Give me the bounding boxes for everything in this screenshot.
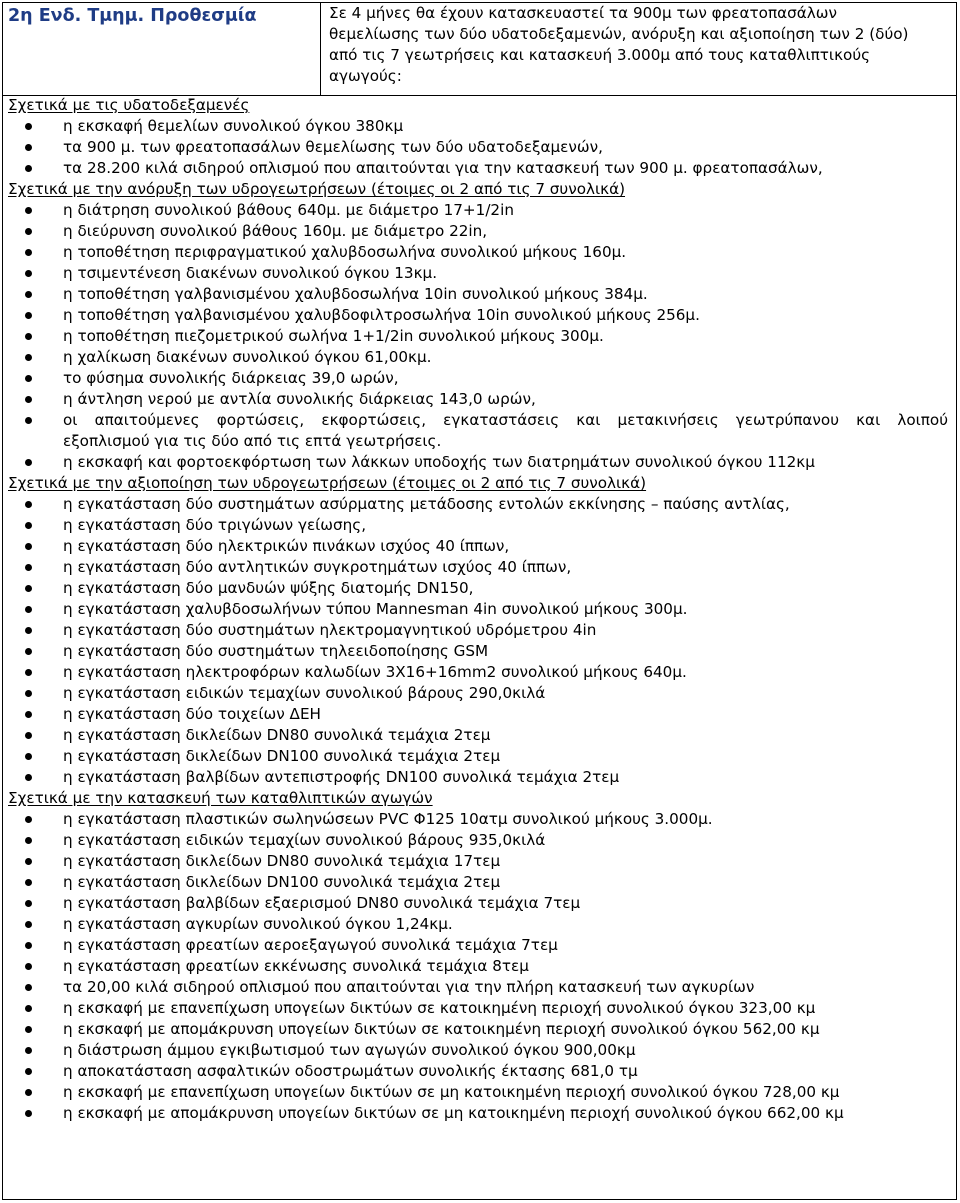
work-items-list (8, 95, 953, 1124)
list-item-text: η εγκατάσταση ηλεκτροφόρων καλωδίων 3Χ16+16mm2 συνολικού μήκους 640μ. (63, 663, 687, 681)
list-item-text: η εγκατάσταση δύο συστημάτων τηλεειδοποίησης GSM (63, 642, 489, 660)
list-item (8, 935, 953, 956)
list-item (8, 767, 953, 788)
bullet-icon (25, 900, 32, 907)
list-item (8, 389, 953, 410)
bullet-icon (25, 732, 32, 739)
list-item (8, 704, 953, 725)
list-item-text: η εκσκαφή με απομάκρυνση υπογείων δικτύων σε μη κατοικημένη περιοχή συνολικού όγκου 662,00 κμ (63, 1104, 844, 1122)
list-item (8, 998, 953, 1019)
list-item-text: τα 28.200 κιλά σιδηρού οπλισμού που απαιτούνται για την κατασκευή των 900 μ. φρεατοπασάλων, (63, 159, 823, 177)
list-item (8, 578, 953, 599)
list-item-text: η εγκατάσταση δύο τοιχείων ΔΕΗ (63, 705, 321, 723)
section-heading (8, 95, 953, 116)
bullet-icon (25, 165, 32, 172)
section-heading-text: Σχετικά με τις υδατοδεξαμενές (8, 96, 250, 114)
list-item-text: η διάστρωση άμμου εγκιβωτισμού των αγωγών συνολικού όγκου 900,00κμ (63, 1041, 636, 1059)
list-item-text: τα 900 μ. των φρεατοπασάλων θεμελίωσης των δύο υδατοδεξαμενών, (63, 138, 603, 156)
list-item-text: η εκσκαφή με επανεπίχωση υπογείων δικτύων σε μη κατοικημένη περιοχή συνολικού όγκου 728,00 κμ (63, 1083, 840, 1101)
list-item (8, 200, 953, 221)
bullet-icon (25, 207, 32, 214)
section-heading (8, 788, 953, 809)
list-item (8, 851, 953, 872)
list-item-text: τα 20,00 κιλά σιδηρού οπλισμού που απαιτούνται για την πλήρη κατασκευή των αγκυρίων (63, 978, 755, 996)
bullet-icon (25, 585, 32, 592)
list-item (8, 515, 953, 536)
list-item (8, 557, 953, 578)
bullet-icon (25, 123, 32, 130)
bullet-icon (25, 543, 32, 550)
list-item-text: η εγκατάσταση δικλείδων DN80 συνολικά τεμάχια 2τεμ (63, 726, 491, 744)
list-item (8, 1061, 953, 1082)
list-item (8, 326, 953, 347)
bullet-icon (25, 144, 32, 151)
deadline-description-line: θεμελίωσης των δύο υδατοδεξαμενών, ανόρυξη και αξιοποίηση των 2 (δύο) (329, 25, 909, 43)
bullet-icon (25, 669, 32, 676)
bullet-icon (25, 249, 32, 256)
bullet-icon (25, 1026, 32, 1033)
list-item (8, 137, 953, 158)
list-item-text: η τοποθέτηση περιφραγματικού χαλυβδοσωλήνα συνολικού μήκους 160μ. (63, 243, 627, 261)
list-item-text: η εγκατάσταση δικλείδων DN100 συνολικά τεμάχια 2τεμ (63, 873, 501, 891)
list-item-text: η εγκατάσταση δύο συστημάτων ηλεκτρομαγνητικού υδρόμετρου 4in (63, 621, 597, 639)
list-item-text: η εγκατάσταση δύο αντλητικών συγκροτημάτων ισχύος 40 ίππων, (63, 558, 572, 576)
bullet-icon (25, 501, 32, 508)
list-item-text: η διάτρηση συνολικού βάθους 640μ. με διάμετρο 17+1/2in (63, 201, 514, 219)
bullet-icon (25, 228, 32, 235)
list-item-text: η τοποθέτηση γαλβανισμένου χαλυβδοφιλτροσωλήνα 10in συνολικού μήκους 256μ. (63, 306, 700, 324)
list-item (8, 662, 953, 683)
list-item-text: η εκσκαφή με επανεπίχωση υπογείων δικτύων σε κατοικημένη περιοχή συνολικού όγκου 323,00 κμ (63, 999, 816, 1017)
list-item (8, 452, 953, 473)
list-item-text: εξοπλισμού για τις δύο από τις επτά γεωτρήσεις. (63, 432, 442, 450)
section-heading-text: Σχετικά με την αξιοποίηση των υδρογεωτρήσεων (έτοιμες οι 2 από τις 7 συνολικά) (8, 474, 647, 492)
bullet-icon (25, 942, 32, 949)
section-heading-text: Σχετικά με την κατασκευή των καταθλιπτικών αγωγών (8, 789, 433, 807)
list-item (8, 725, 953, 746)
deadline-description-line: από τις 7 γεωτρήσεις και κατασκευή 3.000μ από τους καταθλιπτικούς (329, 46, 871, 64)
list-item-text: η εγκατάσταση φρεατίων αεροεξαγωγού συνολικά τεμάχια 7τεμ (63, 936, 558, 954)
bullet-icon (25, 396, 32, 403)
list-item (8, 242, 953, 263)
list-item (8, 914, 953, 935)
list-item (8, 494, 953, 515)
list-item (8, 830, 953, 851)
bullet-icon (25, 333, 32, 340)
list-item-text: η τοποθέτηση γαλβανισμένου χαλυβδοσωλήνα 10in συνολικού μήκους 384μ. (63, 285, 648, 303)
list-item (8, 263, 953, 284)
bullet-icon (25, 606, 32, 613)
list-item (8, 536, 953, 557)
list-item-text: η εγκατάσταση δύο μανδυών ψύξης διατομής DN150, (63, 579, 474, 597)
list-item (8, 809, 953, 830)
list-item-text: η εγκατάσταση βαλβίδων εξαερισμού DN80 συνολικά τεμάχια 7τεμ (63, 894, 581, 912)
list-item (8, 410, 953, 431)
section-heading-text: Σχετικά με την ανόρυξη των υδρογεωτρήσεων (έτοιμες οι 2 από τις 7 συνολικά) (8, 180, 626, 198)
deadline-description-line: αγωγούς: (329, 67, 402, 85)
bullet-icon (25, 753, 32, 760)
list-item (8, 620, 953, 641)
bullet-icon (25, 963, 32, 970)
list-item (8, 1103, 953, 1124)
list-item-text: η εκσκαφή θεμελίων συνολικού όγκου 380κμ (63, 117, 404, 135)
list-item-text: η αποκατάσταση ασφαλτικών οδοστρωμάτων συνολικής έκτασης 681,0 τμ (63, 1062, 638, 1080)
bullet-icon (25, 690, 32, 697)
bullet-icon (25, 984, 32, 991)
bullet-icon (25, 354, 32, 361)
list-item (8, 221, 953, 242)
list-item (8, 1082, 953, 1103)
list-item-text: η εκσκαφή και φορτοεκφόρτωση των λάκκων υποδοχής των διατρημάτων συνολικού όγκου 112κμ (63, 453, 815, 471)
bullet-icon (25, 312, 32, 319)
list-item-continuation (8, 431, 953, 452)
list-item-text: η διεύρυνση συνολικού βάθους 160μ. με διάμετρο 22in, (63, 222, 488, 240)
list-item-text: η εγκατάσταση χαλυβδοσωλήνων τύπου Mannesman 4in συνολικού μήκους 300μ. (63, 600, 688, 618)
bullet-icon (25, 837, 32, 844)
bullet-icon (25, 1005, 32, 1012)
list-item-text: η εκσκαφή με απομάκρυνση υπογείων δικτύων σε κατοικημένη περιοχή συνολικού όγκου 562,00 κμ (63, 1020, 820, 1038)
bullet-icon (25, 627, 32, 634)
list-item (8, 158, 953, 179)
list-item (8, 368, 953, 389)
bullet-icon (25, 459, 32, 466)
bullet-icon (25, 858, 32, 865)
list-item-text: η εγκατάσταση δικλείδων DN100 συνολικά τεμάχια 2τεμ (63, 747, 501, 765)
bullet-icon (25, 1110, 32, 1117)
list-item-text: η εγκατάσταση ειδικών τεμαχίων συνολικού βάρους 935,0κιλά (63, 831, 546, 849)
bullet-icon (25, 1047, 32, 1054)
list-item-text: η εγκατάσταση ειδικών τεμαχίων συνολικού βάρους 290,0κιλά (63, 684, 546, 702)
bullet-icon (25, 270, 32, 277)
list-item-text: οι απαιτούμενες φορτώσεις, εκφορτώσεις, εγκαταστάσεις και μετακινήσεις γεωτρύπανου και λοιπού (63, 411, 948, 429)
list-item (8, 116, 953, 137)
section-heading (8, 473, 953, 494)
bullet-icon (25, 564, 32, 571)
list-item-text: η εγκατάσταση βαλβίδων αντεπιστροφής DN100 συνολικά τεμάχια 2τεμ (63, 768, 620, 786)
deadline-header (2, 2, 957, 96)
list-item (8, 1040, 953, 1061)
bullet-icon (25, 417, 32, 424)
list-item-text: η εγκατάσταση φρεατίων εκκένωσης συνολικά τεμάχια 8τεμ (63, 957, 529, 975)
deadline-description-line: Σε 4 μήνες θα έχουν κατασκευαστεί τα 900μ των φρεατοπασάλων (329, 4, 837, 22)
bullet-icon (25, 816, 32, 823)
list-item (8, 284, 953, 305)
bullet-icon (25, 1068, 32, 1075)
list-item-text: η εγκατάσταση δικλείδων DN80 συνολικά τεμάχια 17τεμ (63, 852, 501, 870)
deadline-label: 2η Ενδ. Τμημ. Προθεσμία (2, 2, 321, 95)
list-item (8, 956, 953, 977)
bullet-icon (25, 879, 32, 886)
list-item (8, 1019, 953, 1040)
list-item (8, 746, 953, 767)
list-item-text: το φύσημα συνολικής διάρκειας 39,0 ωρών, (63, 369, 399, 387)
bullet-icon (25, 1089, 32, 1096)
section-heading (8, 179, 953, 200)
bullet-icon (25, 774, 32, 781)
list-item-text: η εγκατάσταση δύο συστημάτων ασύρματης μετάδοσης εντολών εκκίνησης – παύσης αντλίας, (63, 495, 790, 513)
list-item (8, 893, 953, 914)
bullet-icon (25, 648, 32, 655)
bullet-icon (25, 921, 32, 928)
list-item (8, 872, 953, 893)
list-item-text: η εγκατάσταση αγκυρίων συνολικού όγκου 1,24κμ. (63, 915, 453, 933)
list-item (8, 683, 953, 704)
list-item (8, 641, 953, 662)
list-item-text: η τοποθέτηση πιεζομετρικού σωλήνα 1+1/2in συνολικού μήκους 300μ. (63, 327, 604, 345)
list-item (8, 305, 953, 326)
list-item (8, 599, 953, 620)
list-item-text: η εγκατάσταση δύο τριγώνων γείωσης, (63, 516, 367, 534)
list-item-text: η εγκατάσταση δύο ηλεκτρικών πινάκων ισχύος 40 ίππων, (63, 537, 510, 555)
list-item-text: η εγκατάσταση πλαστικών σωληνώσεων PVC Φ125 10ατμ συνολικού μήκους 3.000μ. (63, 810, 713, 828)
bullet-icon (25, 291, 32, 298)
bullet-icon (25, 711, 32, 718)
bullet-icon (25, 522, 32, 529)
list-item (8, 347, 953, 368)
bullet-icon (25, 375, 32, 382)
list-item-text: η χαλίκωση διακένων συνολικού όγκου 61,00κμ. (63, 348, 432, 366)
list-item-text: η άντληση νερού με αντλία συνολικής διάρκειας 143,0 ωρών, (63, 390, 536, 408)
list-item-text: η τσιμεντένεση διακένων συνολικού όγκου 13κμ. (63, 264, 438, 282)
deadline-description (329, 3, 953, 87)
list-item (8, 977, 953, 998)
